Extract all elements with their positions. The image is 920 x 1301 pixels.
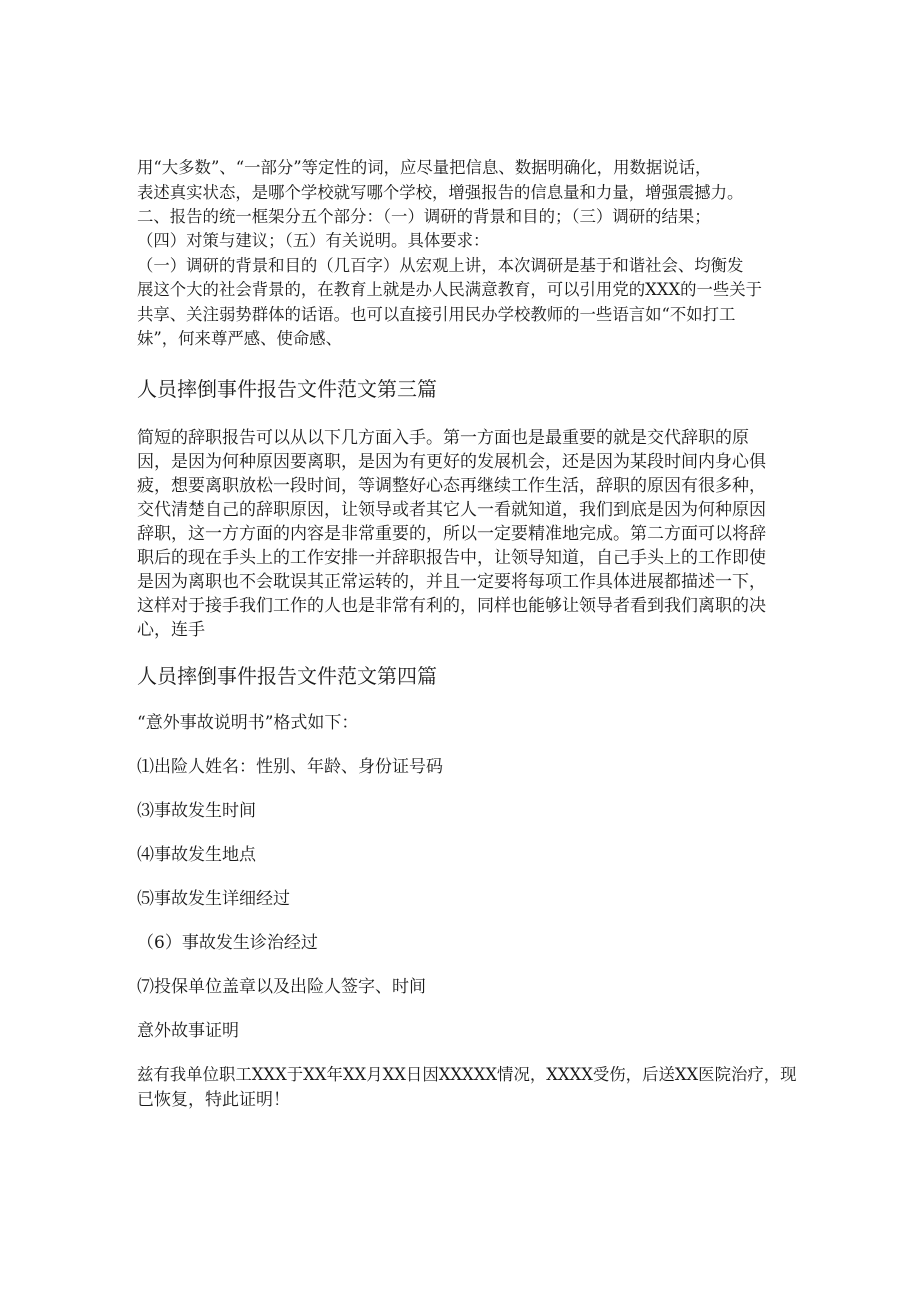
section-3-line-1: 简短的辞职报告可以从以下几方面入手。第一方面也是最重要的就是交代辞职的原 [137,428,749,448]
intro-p3-line-3: 共享、关注弱势群体的话语。也可以直接引用民办学校教师的一些语言如“不如打工 [137,305,736,324]
intro-p3-line-1: （一）调研的背景和目的（几百字）从宏观上讲，本次调研是基于和谐社会、均衡发 [137,256,744,275]
section-3-line-2: 因，是因为何种原因要离职，是因为有更好的发展机会，还是因为某段时间内身心俱 [137,452,766,472]
intro-p1-line-1: 用“大多数”、“一部分”等定性的词，应尽量把信息、数据明确化，用数据说话， [137,158,712,177]
format-item-3: ⑶事故发生时间 [137,801,256,821]
section-3-line-3: 疲，想要离职放松一段时间，等调整好心态再继续工作生活，辞职的原因有很多种， [137,476,766,496]
section-3-line-4: 交代清楚自己的辞职原因，让领导或者其它人一看就知道，我们到底是因为何种原因 [137,500,766,520]
format-item-6: （6）事故发生诊治经过 [137,933,318,953]
certificate-line-2: 已恢复，特此证明！ [137,1090,290,1110]
section-3-line-5: 辞职，这一方方面的内容是非常重要的，所以一定要精准地完成。第二方面可以将辞 [137,524,766,544]
format-item-4: ⑷事故发生地点 [137,845,256,865]
section-3-line-8: 这样对于接手我们工作的人也是非常有利的，同样也能够让领导者看到我们离职的决 [137,596,766,616]
certificate-title: 意外故事证明 [137,1021,239,1041]
intro-p2-line-1: 二、报告的统一框架分五个部分：（一）调研的背景和目的；（三）调研的结果； [137,207,711,226]
section-3-heading: 人员摔倒事件报告文件范文第三篇 [137,377,437,401]
intro-p3-line-2: 展这个大的社会背景的，在教育上就是办人民满意教育，可以引用党的XXX的一些关于 [137,280,763,299]
format-item-7: ⑺投保单位盖章以及出险人签字、时间 [137,977,426,997]
format-item-1: ⑴出险人姓名：性别、年龄、身份证号码 [137,757,443,777]
intro-p1-line-2: 表述真实状态，是哪个学校就写哪个学校，增强报告的信息量和力量，增强震撼力。 [137,183,744,202]
format-item-5: ⑸事故发生详细经过 [137,889,290,909]
format-intro: “意外事故说明书”格式如下： [137,713,359,733]
certificate-line-1: 兹有我单位职工XXX于XX年XX月XX日因XXXXX情况，XXXX受伤，后送XX医院治疗，现 [137,1065,797,1084]
intro-p2-line-2: （四）对策与建议；（五）有关说明。具体要求： [137,231,490,250]
intro-p3-line-4: 妹”，何来尊严感、使命感、 [137,329,343,348]
section-3-line-6: 职后的现在手头上的工作安排一并辞职报告中，让领导知道，自己手头上的工作即使 [137,548,766,568]
section-3-line-9: 心，连手 [137,620,205,640]
section-3-line-7: 是因为离职也不会耽误其正常运转的，并且一定要将每项工作具体进展都描述一下， [137,572,766,592]
section-4-heading: 人员摔倒事件报告文件范文第四篇 [137,664,437,688]
